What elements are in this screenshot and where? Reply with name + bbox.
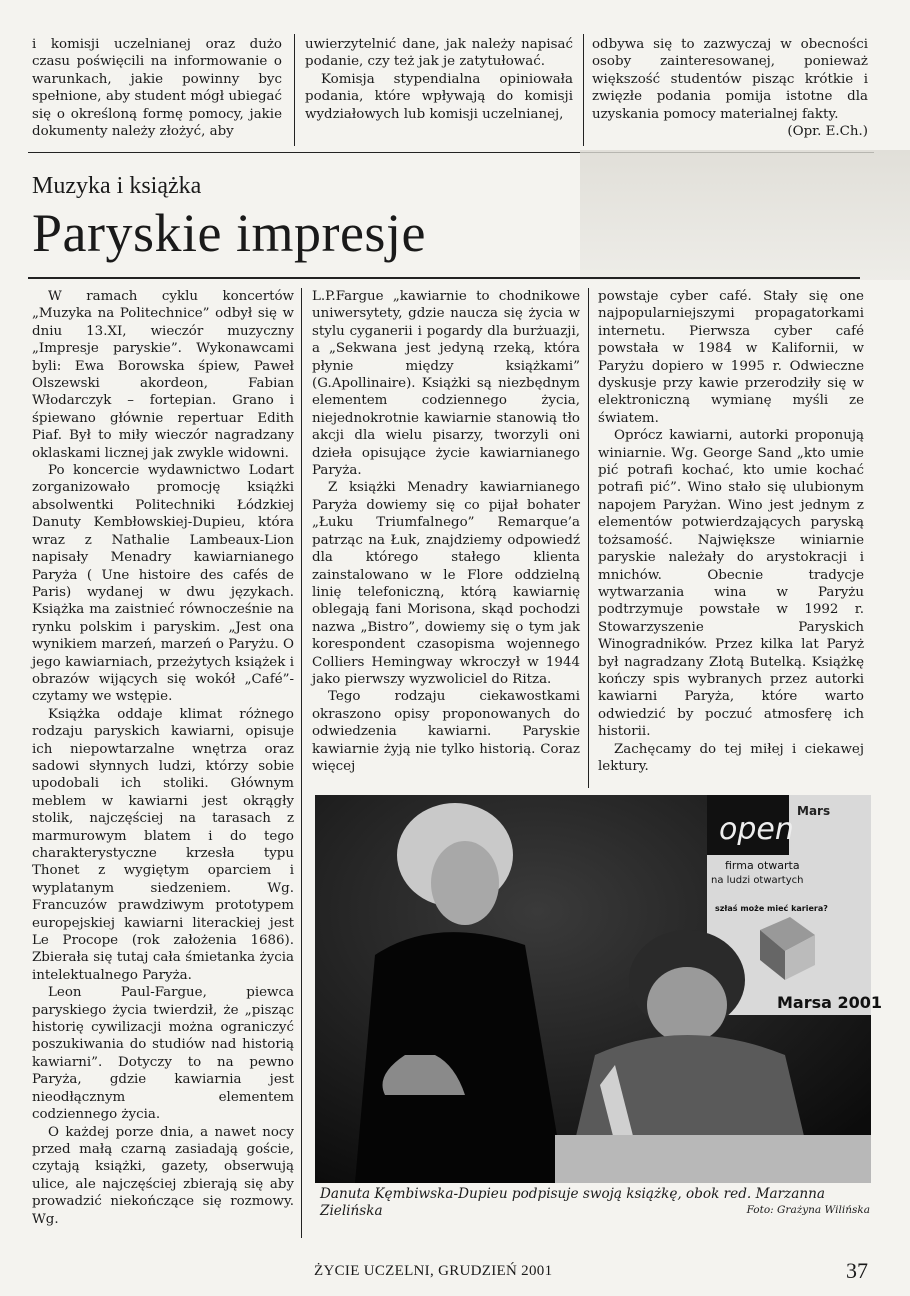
prev-article-text: Komisja stypendialna opiniowała podania, które wpływają do komisji wydziałowych lub komisji uczelnianej,	[305, 71, 573, 122]
page-number: 37	[846, 1258, 868, 1283]
prev-article-col-1	[32, 36, 282, 140]
photo-credit: Foto: Grażyna Wilińska	[746, 1204, 870, 1216]
prev-article-text: odbywa się to zazwyczaj w obecności osoby zainteresowanej, ponieważ większość studentów pisząc krótkie i zwięzłe podania pomija istotne dla uzyskania pomocy materialnej fakty.	[592, 37, 868, 122]
journal-name: ŻYCIE UCZELNI,	[314, 1263, 435, 1279]
article-paragraph: Po koncercie wydawnictwo Lodart zorganizowało promocję książki absolwentki Politechniki Łódzkiej Danuty Kembłowskiej-Dupieu, która wraz z Nathalie Lambeaux-Lion napisały Menadry kawiarnianego Paryża ( Une histoire des cafés de Paris) wydanej w dwu językach. Książka ma zaistnieć równocześnie na rynku polskim i paryskim. „Jest ona wynikiem marzeń, marzeń o Paryżu. O jego kawiarniach, przeżytych książek i obrazów wijących się wokół „Café”- czytamy we wstępie.	[32, 463, 294, 705]
banner-brand: open	[719, 812, 794, 847]
article-paragraph: O każdej porze dnia, a nawet nocy przed małą czarną zasiadają goście, czytają książki, gazety, obserwują ulice, ale najczęściej zbierają się aby prowadzić niekończące się rozmowy. Wg.	[32, 1124, 294, 1227]
article-col-1	[32, 288, 294, 1228]
article-paragraph: powstaje cyber café. Stały się one najpopularniejszymi propagatorkami internetu. Pierwsza cyber café powstała w 1984 w Kalifornii, w Paryżu dopiero w 1995 r. Odwieczne dyskusje przy kawie przerodziły się w elektroniczną wymianę myśli ze światem.	[598, 289, 864, 426]
column-divider	[301, 288, 302, 1238]
banner-line-2: na ludzi otwartych	[711, 875, 804, 886]
article-paragraph: W ramach cyklu koncertów „Muzyka na Politechnice” odbył się w dniu 13.XI, wieczór muzyczny „Impresje paryskie”. Wykonawcami byli: Ewa Borowska śpiew, Paweł Olszewski akordeon, Fabian Włodarczyk – fortepian. Grano i śpiewano głównie repertuar Edith Piaf. Był to miły wieczór nagradzany oklaskami licznej jak zwykle widowni.	[32, 289, 294, 461]
photo-caption: Danuta Kęmbiwska-Dupieu podpisuje swoją książkę, obok red. Marzanna Zielińska	[320, 1186, 825, 1219]
banner-year: Marsa 2001	[777, 993, 883, 1012]
prev-article-text: uwierzytelnić dane, jak należy napisać podanie, czy też jak je zatytułować.	[305, 37, 573, 70]
article-kicker: Muzyka i książka	[32, 173, 202, 199]
photo-illustration	[315, 795, 883, 1183]
article-paragraph: Leon Paul-Fargue, piewca paryskiego życia twierdził, że „pisząc historię cywilizacji można ograniczyć poszukiwania do studiów nad historią kawiarni”. Dotyczy to na pewno Paryża, gdzie kawiarnia jest nieodłącznym elementem codziennego życia.	[32, 985, 294, 1123]
article-paragraph: Tego rodzaju ciekawostkami okraszono opisy proponowanych do odwiedzenia kawiarni. Paryskie kawiarnie żyją nie tylko historią. Coraz więcej	[312, 689, 580, 774]
article-paragraph: Z książki Menadry kawiarnianego Paryża dowiemy się co pijał bohater „Łuku Triumfalnego” Remarque’a patrząc na Łuk, znajdziemy odpowiedź dla którego stałego klienta zainstalowano w le Flore oddzielną linię telefoniczną, którą kawiarnię oblegają fani Morisona, skąd pochodzi nazwa „Bistro”, dowiemy się o tym jak korespondent czasopisma wojennego Colliers Hemingway wkroczył w 1944 jako pierwszy wyzwoliciel do Ritza.	[312, 480, 580, 687]
column-divider	[588, 288, 589, 788]
article-paragraph: Książka oddaje klimat różnego rodzaju paryskich kawiarni, opisuje ich niepowtarzalne wnętrza oraz sadowi słynnych ludzi, którzy sobie upodobali ich stoliki. Głównym meblem w kawiarni jest okrągły stolik, najczęściej na tarasach z marmurowym blatem i do tego charakterystyczne krzesła typu Thonet z wygiętym oparciem i wyplatanym siedzeniem. Wg. Francuzów prawdziwym prototypem europejskiej kawiarni literackiej jest Le Procope (rok założenia 1686). Zbierała się tutaj cała śmietanka życia intelektualnego Paryża.	[32, 706, 294, 983]
article-col-3	[598, 288, 864, 775]
banner-line-1: firma otwarta	[725, 859, 800, 872]
prev-article-text: i komisji uczelnianej oraz dużo czasu poświęcili na informowanie o warunkach, jakie powinny byc spełnione, aby student mógł ubiegać się o określoną formę pomocy, jakie dokumenty należy złożyć, aby	[32, 37, 282, 140]
article-photo	[315, 795, 883, 1183]
issue-date: GRUDZIEŃ 2001	[438, 1263, 553, 1279]
prev-article-col-3	[592, 36, 868, 140]
column-divider	[294, 34, 295, 146]
article-headline: Paryskie impresje	[32, 203, 426, 263]
headline-rule	[28, 277, 860, 279]
banner-question: szłaś może mieć kariera?	[715, 904, 828, 913]
column-divider	[583, 34, 584, 146]
bleed-through-shade	[580, 150, 910, 280]
article-paragraph: Oprócz kawiarni, autorki proponują winiarnie. Wg. George Sand „kto umie pić potrafi kochać, kto umie kochać potrafi pić”. Wino stało się ulubionym napojem Paryżan. Wino jest jednym z elementów potwierdzających paryską tożsamość. Największe winiarnie paryskie należały do arystokracji i mnichów. Obecnie tradycje wytwarzania wina w Paryżu podtrzymuje powstałe w 1992 r. Stowarzyszenie Paryskich Winogradników. Przez kilka lat Paryż był nagradzany Złotą Butelką. Książkę kończy spis wybranych przez autorki kawiarni Paryża, które warto odwiedzić by poczuć atmosferę ich historii.	[598, 428, 864, 740]
article-col-2	[312, 288, 580, 775]
article-paragraph: L.P.Fargue „kawiarnie to chodnikowe uniwersytety, gdzie naucza się życia w stylu cyganerii i pogardy dla burżuazji, a „Sekwana jest jedyną rzeką, która płynie między książkami” (G.Apollinaire). Książki są niezbędnym elementem codziennego życia, niejednokrotnie kawiarnie stanowią tło akcji dla wielu pisarzy, tworzyli oni dzieła opisujące życie kawiarnianego Paryża.	[312, 289, 580, 479]
article-paragraph: Zachęcamy do tej miłej i ciekawej lektury.	[598, 741, 864, 774]
banner-logo: Mars	[797, 804, 831, 818]
prev-article-col-2	[305, 36, 573, 123]
page-footer	[314, 1263, 552, 1280]
author-signature: (Opr. E.Ch.)	[787, 124, 868, 140]
